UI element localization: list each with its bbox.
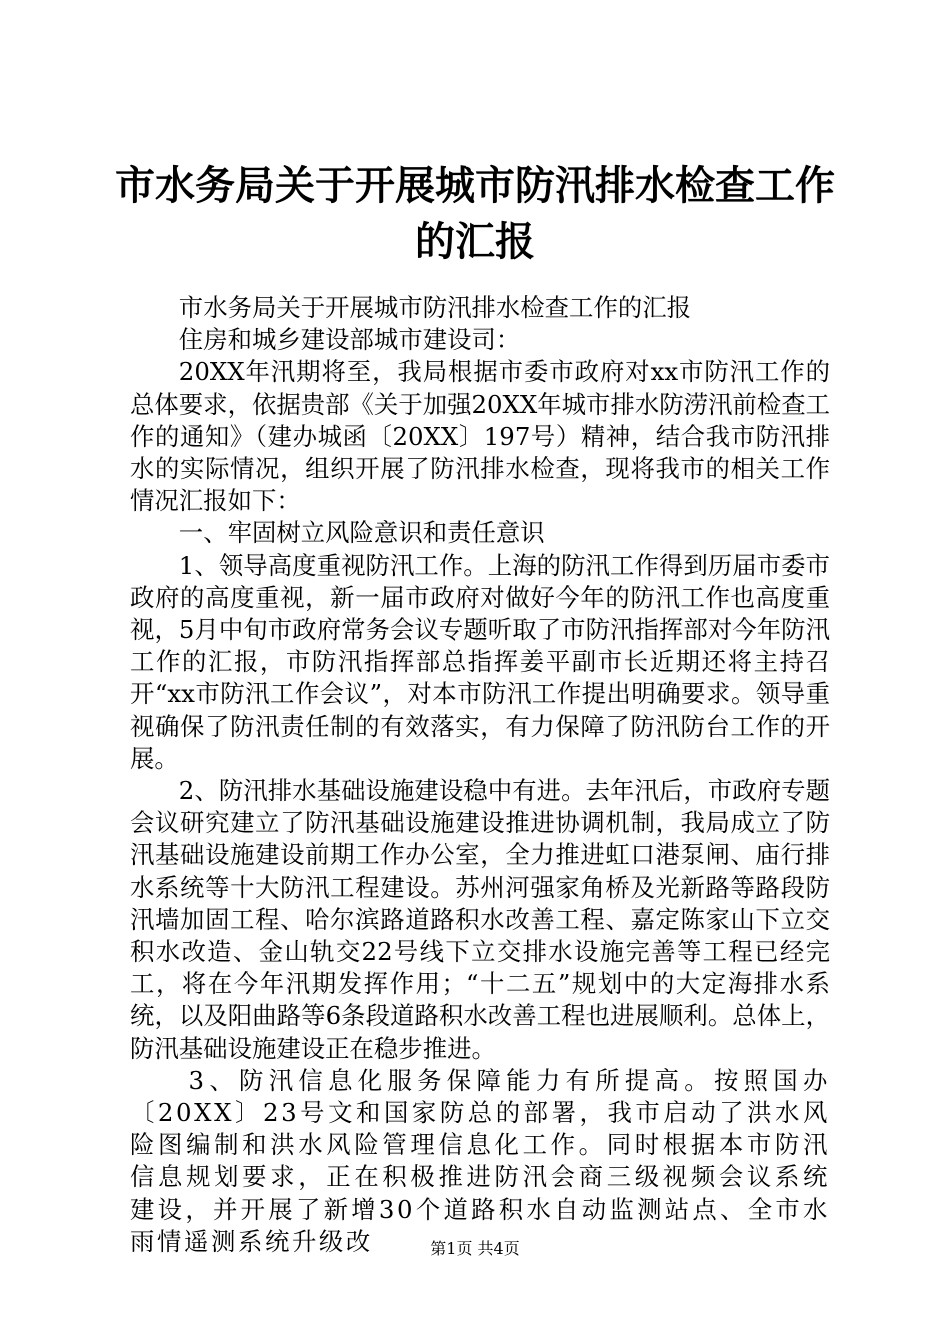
paragraph-intro: 20XX年汛期将至，我局根据市委市政府对xx市防汛工作的总体要求，依据贵部《关于加强20XX年城市排水防涝汛前检查工作的通知》（建办城函〔20XX〕197号）精神，结合我市防汛排水的实际情况，组织开展了防汛排水检查，现将我市的相关工作情况汇报如下： bbox=[130, 357, 830, 516]
paragraph-item-1: 1、领导高度重视防汛工作。上海的防汛工作得到历届市委市政府的高度重视，新一届市政府对做好今年的防汛工作也高度重视，5月中旬市政府常务会议专题听取了市防汛指挥部对今年防汛工作的汇报，市防汛指挥部总指挥姜平副市长近期还将主持召开“xx市防汛工作会议”，对本市防汛工作提出明确要求。领导重视确保了防汛责任制的有效落实，有力保障了防汛防台工作的开展。 bbox=[130, 550, 830, 773]
document-body bbox=[130, 292, 830, 1258]
paragraph-addressee: 住房和城乡建设部城市建设司： bbox=[178, 325, 521, 355]
paragraph-item-3: 3、防汛信息化服务保障能力有所提高。按照国办〔20XX〕23号文和国家防总的部署，我市启动了洪水风险图编制和洪水风险管理信息化工作。同时根据本市防汛信息规划要求，正在积极推进防汛会商三级视频会议系统建设，并开展了新增30个道路积水自动监测站点、全市水雨情遥测系统升级改 bbox=[130, 1065, 830, 1256]
section-heading: 一、牢固树立风险意识和责任意识 bbox=[178, 518, 545, 548]
paragraph-subtitle: 市水务局关于开展城市防汛排水检查工作的汇报 bbox=[178, 293, 692, 322]
document-title: 市水务局关于开展城市防汛排水检查工作的汇报 bbox=[115, 162, 835, 265]
page-footer: 第1页 共4页 bbox=[430, 1239, 520, 1258]
paragraph-item-2: 2、防汛排水基础设施建设稳中有进。去年汛后，市政府专题会议研究建立了防汛基础设施建设推进协调机制，我局成立了防汛基础设施建设前期工作办公室，全力推进虹口港泵闸、庙行排水系统等十大防汛工程建设。苏州河强家角桥及光新路等路段防汛墙加固工程、哈尔滨路道路积水改善工程、嘉定陈家山下立交积水改造、金山轨交22号线下立交排水设施完善等工程已经完工，将在今年汛期发挥作用；“十二五”规划中的大定海排水系统，以及阳曲路等6条段道路积水改善工程也进展顺利。总体上，防汛基础设施建设正在稳步推进。 bbox=[130, 776, 830, 1063]
